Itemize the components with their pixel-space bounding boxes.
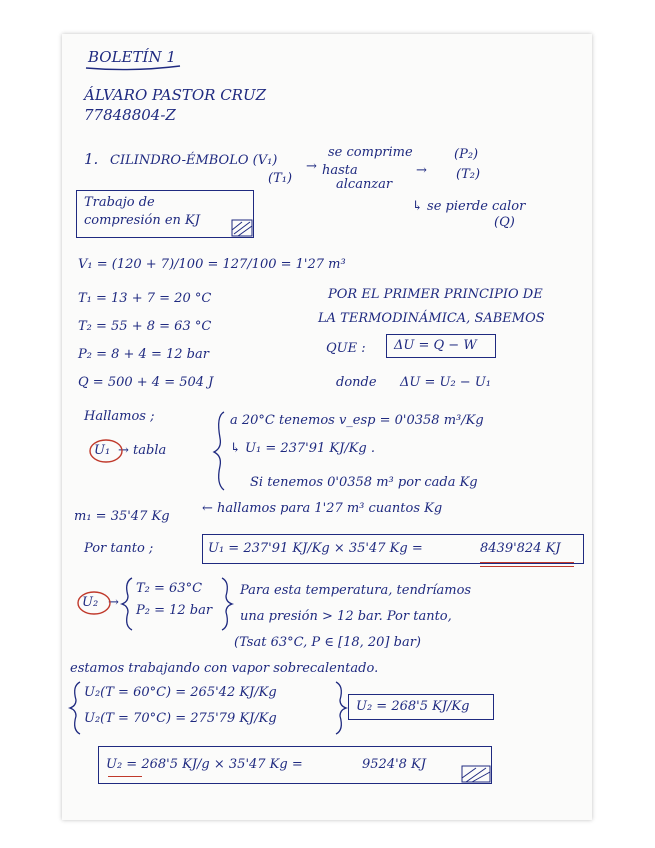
heat-symbol: (Q)	[494, 215, 515, 230]
u2-circled-label: U₂	[82, 595, 99, 610]
interp-line-2: U₂(T = 70°C) = 275'79 KJ/Kg	[84, 711, 277, 726]
state2-temperature: (T₂)	[456, 167, 481, 182]
notebook-page	[62, 34, 592, 820]
first-law-formula: ΔU = Q − W	[394, 338, 477, 353]
hallamos-text: Hallamos ;	[84, 409, 155, 424]
hall-line: ← hallamos para 1'27 m³ cuantos Kg	[202, 501, 443, 516]
student-id: 77848804-Z	[84, 106, 176, 124]
principle-line-2: LA TERMODINÁMICA, SABEMOS	[318, 311, 545, 326]
a-line: a 20°C tenemos v_esp = 0'0358 m³/Kg	[230, 413, 484, 428]
author-name: ÁLVARO PASTOR CRUZ	[84, 86, 267, 104]
q-value: Q = 500 + 4 = 504 J	[78, 375, 214, 390]
arrow-1: →	[306, 159, 317, 174]
principle-line-3: QUE :	[326, 341, 366, 356]
u1-result: 8439'824 KJ	[480, 541, 561, 556]
where-formula: ΔU = U₂ − U₁	[400, 375, 491, 390]
u2-text-2: una presión > 12 bar. Por tanto,	[240, 609, 452, 624]
mass-result: m₁ = 35'47 Kg	[74, 509, 170, 524]
compress-text-1: se comprime	[328, 145, 413, 160]
si-line: Si tenemos 0'0358 m³ por cada Kg	[250, 475, 478, 490]
compress-text-3: alcanzar	[336, 177, 393, 192]
u1-circled-label: U₁	[94, 443, 111, 458]
t2-value: T₂ = 55 + 8 = 63 °C	[78, 319, 212, 334]
b-line: ↳ U₁ = 237'91 KJ/Kg .	[230, 441, 376, 456]
t1-value: T₁ = 13 + 7 = 20 °C	[78, 291, 212, 306]
u2-pressure: P₂ = 12 bar	[136, 603, 213, 618]
u2-temperature: T₂ = 63°C	[136, 581, 203, 596]
p2-value: P₂ = 8 + 4 = 12 bar	[78, 347, 209, 362]
v1-value: V₁ = (120 + 7)/100 = 127/100 = 1'27 m³	[78, 257, 346, 272]
tabla-text: → tabla	[118, 443, 167, 458]
u1-calculation: U₁ = 237'91 KJ/Kg × 35'47 Kg =	[208, 541, 423, 556]
goal-line-2: compresión en KJ	[84, 213, 200, 228]
problem-number: 1.	[84, 150, 99, 168]
ink-strokes	[62, 34, 592, 820]
where-text: donde	[336, 375, 377, 390]
por-tanto-text: Por tanto ;	[84, 541, 154, 556]
heat-loss-text: ↳ se pierde calor	[412, 199, 526, 214]
final-result: 9524'8 KJ	[362, 757, 426, 772]
u2-text-3: (Tsat 63°C, P ∈ [18, 20] bar)	[234, 635, 421, 650]
u2-value: U₂ = 268'5 KJ/Kg	[356, 699, 470, 714]
final-calculation: U₂ = 268'5 KJ/g × 35'47 Kg =	[106, 757, 303, 772]
interp-line-1: U₂(T = 60°C) = 265'42 KJ/Kg	[84, 685, 277, 700]
page-title: BOLETÍN 1	[88, 48, 176, 66]
compress-text-2: hasta	[322, 163, 358, 178]
principle-line-1: POR EL PRIMER PRINCIPIO DE	[328, 287, 543, 302]
u2-arrow: →	[108, 595, 119, 610]
u2-text-1: Para esta temperatura, tendríamos	[240, 583, 472, 598]
goal-line-1: Trabajo de	[84, 195, 155, 210]
u2-text-4: estamos trabajando con vapor sobrecalentado.	[70, 661, 379, 676]
setup-text: CILINDRO-ÉMBOLO (V₁)	[110, 153, 278, 168]
state1-temperature: (T₁)	[268, 171, 293, 186]
state2-pressure: (P₂)	[454, 147, 479, 162]
arrow-2: →	[416, 163, 427, 178]
